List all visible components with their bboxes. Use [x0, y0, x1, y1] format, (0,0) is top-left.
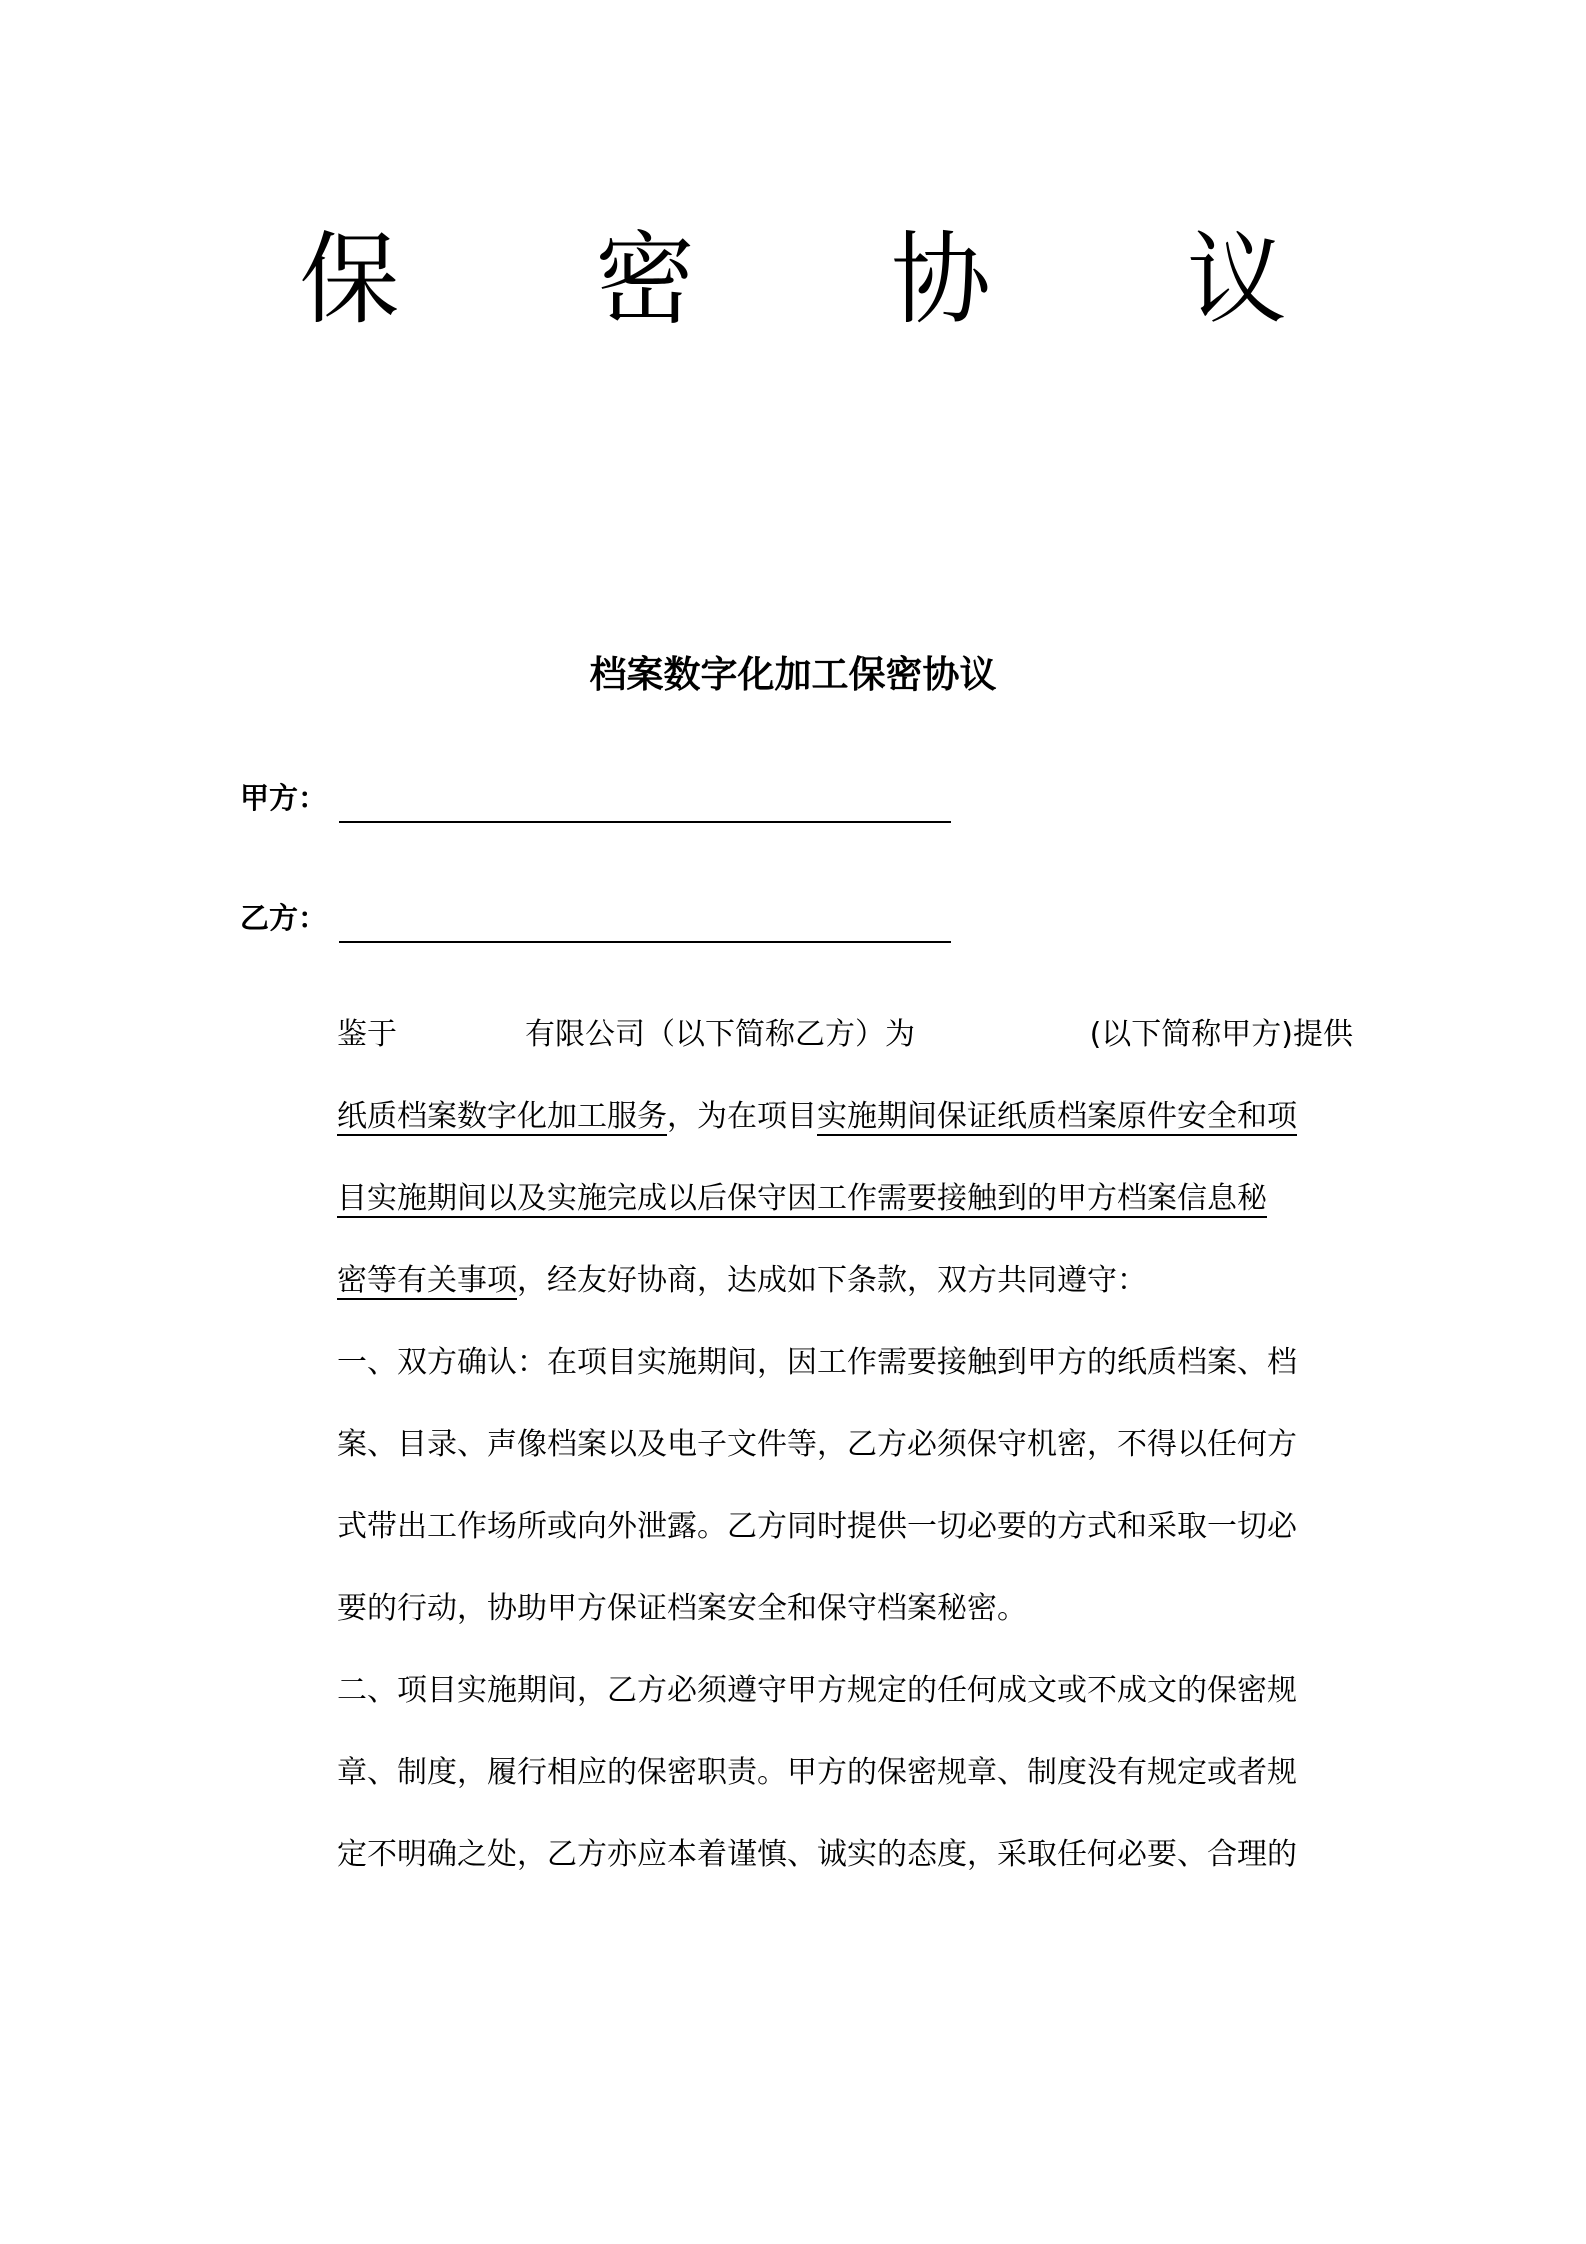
- intro-line-4: [337, 1256, 1147, 1306]
- intro-line-3: [337, 1174, 1267, 1224]
- clause-1-line-1: 一、双方确认：在项目实施期间，因工作需要接触到甲方的纸质档案、档: [337, 1345, 1297, 1380]
- intro-line-4-start: 密等有关事项: [337, 1263, 517, 1298]
- clause-2-line-3: 定不明确之处，乙方亦应本着谨慎、诚实的态度，采取任何必要、合理的: [337, 1837, 1297, 1872]
- document-title: 保 密 协 议: [299, 221, 1369, 338]
- clause-2-line-2: 章、制度，履行相应的保密职责。甲方的保密规章、制度没有规定或者规: [337, 1755, 1297, 1790]
- intro-line-1-company: 有限公司（以下简称乙方）为: [525, 1017, 915, 1052]
- clause-2-line-1: 二、项目实施期间，乙方必须遵守甲方规定的任何成文或不成文的保密规: [337, 1673, 1297, 1708]
- clause-1-line-3: 式带出工作场所或向外泄露。乙方同时提供一切必要的方式和采取一切必: [337, 1509, 1297, 1544]
- intro-line-2-mid: ，为在项目: [667, 1099, 817, 1134]
- intro-line-1-end: (以下简称甲方)提供: [1089, 1017, 1353, 1052]
- party-a-label: 甲方：: [240, 781, 328, 815]
- intro-line-4-end: ，经友好协商，达成如下条款，双方共同遵守：: [517, 1263, 1147, 1298]
- intro-line-2: [337, 1092, 1297, 1142]
- party-a-blank-line: [339, 783, 951, 823]
- party-b-label: 乙方：: [240, 901, 328, 935]
- clause-1-line-4: 要的行动，协助甲方保证档案安全和保守档案秘密。: [337, 1591, 1027, 1626]
- intro-line-1: [337, 1010, 1353, 1060]
- intro-line-2-end: 实施期间保证纸质档案原件安全和项: [817, 1099, 1297, 1134]
- intro-line-2-service: 纸质档案数字化加工服务: [337, 1099, 667, 1134]
- party-a-row: [240, 773, 951, 823]
- document-subtitle: 档案数字化加工保密协议: [589, 653, 997, 696]
- intro-line-1-start: 鉴于: [337, 1017, 397, 1052]
- intro-line-3-text: 目实施期间以及实施完成以后保守因工作需要接触到的甲方档案信息秘: [337, 1181, 1267, 1216]
- party-b-blank-line: [339, 903, 951, 943]
- clause-1-line-2: 案、目录、声像档案以及电子文件等，乙方必须保守机密，不得以任何方: [337, 1427, 1297, 1462]
- party-b-row: [240, 893, 951, 943]
